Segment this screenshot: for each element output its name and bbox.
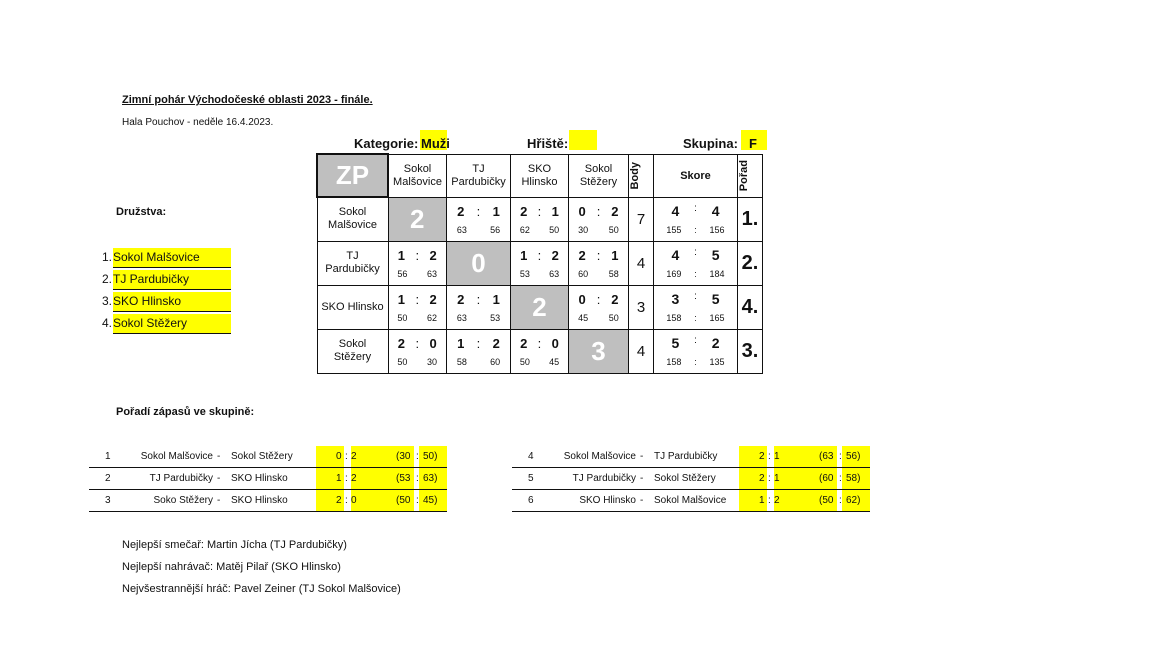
match-home: SKO Hlinsko: [579, 495, 636, 506]
sets-away: 2: [611, 203, 619, 219]
sets-away: 2: [429, 247, 437, 263]
skore-cell: 4 : 5 169 : 184: [654, 241, 738, 285]
match-home: Sokol Malšovice: [563, 451, 636, 462]
poradi-cell: 1.: [738, 197, 763, 241]
skupina-label: Skupina:: [683, 136, 738, 151]
match-row: 6 SKO Hlinsko - Sokol Malšovice 1 : 2 (50 : 62): [512, 490, 870, 512]
team-list-item: [102, 250, 200, 264]
match-number: 5: [528, 473, 534, 484]
match-cell: 2 : 1 62 50: [511, 197, 569, 241]
match-sets-home: 0: [336, 451, 342, 462]
match-sets-away: 0: [351, 495, 357, 506]
points-home: 62: [519, 224, 530, 235]
sets-away: 1: [492, 291, 500, 307]
match-cell: 2 : 0 50 45: [511, 329, 569, 373]
match-sets-away: 2: [351, 451, 357, 462]
col-header-poradi: Pořad: [738, 154, 763, 197]
points-home: 63: [456, 224, 467, 235]
team-name: Sokol Malšovice: [113, 248, 231, 268]
body-cell: 3: [629, 285, 654, 329]
match-points-home: (50: [396, 495, 411, 506]
sets-away: 1: [492, 203, 500, 219]
kategorie-label: Kategorie:: [354, 136, 419, 151]
hriste-highlight: [569, 130, 597, 150]
sets-home: 1: [397, 247, 405, 263]
sets-home: 1: [457, 335, 465, 351]
award-line: Nejvšestrannější hráč: Pavel Zeiner (TJ Sokol Malšovice): [122, 583, 401, 595]
team-name: Sokol Stěžery: [113, 314, 231, 334]
body-cell: 7: [629, 197, 654, 241]
match-points-away: 63): [423, 473, 438, 484]
poradi-cell: 2.: [738, 241, 763, 285]
match-points-away: 50): [423, 451, 438, 462]
match-number: 3: [105, 495, 111, 506]
grid-row: [317, 241, 763, 285]
match-points-away: 58): [846, 473, 861, 484]
match-cell: 2 : 0 50 30: [388, 329, 447, 373]
match-cell: 1 : 2 58 60: [447, 329, 511, 373]
points-away: 63: [549, 268, 560, 279]
grid-row: [317, 285, 763, 329]
match-points-away: 56): [846, 451, 861, 462]
award-line: Nejlepší smečař: Martin Jícha (TJ Pardubičky): [122, 539, 347, 551]
row-team-name: TJ Pardubičky: [317, 241, 388, 285]
team-number: 1.: [102, 250, 113, 264]
points-away: 30: [427, 356, 438, 367]
match-away: SKO Hlinsko: [231, 495, 288, 506]
points-away: 63: [427, 268, 438, 279]
grid-row: [317, 197, 763, 241]
col-header-skore: Skore: [654, 154, 738, 197]
match-row: 5 TJ Pardubičky - Sokol Stěžery 2 : 1 (60 : 58): [512, 468, 870, 490]
points-home: 58: [456, 356, 467, 367]
match-cell: 0 : 2 30 50: [569, 197, 629, 241]
points-home: 45: [578, 312, 589, 323]
team-number: 2.: [102, 272, 113, 286]
poradi-cell: 4.: [738, 285, 763, 329]
match-sets-home: 1: [759, 495, 765, 506]
skupina-value: F: [749, 136, 757, 151]
points-home: 56: [397, 268, 408, 279]
col-header-team-2: TJ Pardubičky: [447, 154, 511, 197]
match-points-home: (60: [819, 473, 834, 484]
match-points-away: 45): [423, 495, 438, 506]
diagonal-cell: 3: [569, 329, 629, 373]
match-row: 2 TJ Pardubičky - SKO Hlinsko 1 : 2 (53 : 63): [89, 468, 447, 490]
match-away: Sokol Malšovice: [654, 495, 727, 506]
points-away: 45: [549, 356, 560, 367]
diagonal-cell: 2: [388, 197, 447, 241]
match-cell: 1 : 2 53 63: [511, 241, 569, 285]
points-away: 53: [490, 312, 501, 323]
sets-home: 0: [578, 203, 586, 219]
match-points-home: (63: [819, 451, 834, 462]
match-number: 6: [528, 495, 534, 506]
sets-away: 0: [429, 335, 437, 351]
sets-home: 1: [397, 291, 405, 307]
document-subtitle: Hala Pouchov - neděle 16.4.2023.: [122, 117, 274, 128]
results-grid: [316, 153, 763, 374]
sets-away: 2: [551, 247, 559, 263]
match-points-home: (53: [396, 473, 411, 484]
match-home: TJ Pardubičky: [149, 473, 213, 484]
match-cell: 0 : 2 45 50: [569, 285, 629, 329]
match-points-home: (30: [396, 451, 411, 462]
points-home: 50: [519, 356, 530, 367]
team-list-item: [102, 294, 182, 308]
award-line: Nejlepší nahrávač: Matěj Pilař (SKO Hlinsko): [122, 561, 341, 573]
team-name: SKO Hlinsko: [113, 292, 231, 312]
match-away: TJ Pardubičky: [654, 451, 718, 462]
skore-cell: 4 : 4 155 : 156: [654, 197, 738, 241]
match-sets-away: 1: [774, 451, 780, 462]
row-team-name: SKO Hlinsko: [317, 285, 388, 329]
match-sets-home: 2: [336, 495, 342, 506]
diagonal-cell: 0: [447, 241, 511, 285]
team-list-item: [102, 272, 190, 286]
sets-home: 2: [397, 335, 405, 351]
points-home: 30: [578, 224, 589, 235]
match-row: 4 Sokol Malšovice - TJ Pardubičky 2 : 1 (63 : 56): [512, 446, 870, 468]
row-team-name: Sokol Malšovice: [317, 197, 388, 241]
match-cell: 1 : 2 56 63: [388, 241, 447, 285]
kategorie-value: Muži: [421, 136, 450, 151]
match-cell: 1 : 2 50 62: [388, 285, 447, 329]
points-away: 56: [490, 224, 501, 235]
match-home: TJ Pardubičky: [572, 473, 636, 484]
match-sets-home: 1: [336, 473, 342, 484]
points-away: 50: [608, 224, 619, 235]
points-away: 58: [608, 268, 619, 279]
sets-home: 2: [520, 203, 528, 219]
body-cell: 4: [629, 329, 654, 373]
sets-home: 2: [520, 335, 528, 351]
match-cell: 2 : 1 63 53: [447, 285, 511, 329]
match-cell: 2 : 1 60 58: [569, 241, 629, 285]
sets-away: 2: [429, 291, 437, 307]
points-home: 50: [397, 356, 408, 367]
team-number: 4.: [102, 316, 113, 330]
team-list-item: [102, 316, 188, 330]
match-row: 3 Soko Stěžery - SKO Hlinsko 2 : 0 (50 : 45): [89, 490, 447, 512]
sets-away: 1: [551, 203, 559, 219]
skore-cell: 3 : 5 158 : 165: [654, 285, 738, 329]
sets-home: 1: [520, 247, 528, 263]
match-row: 1 Sokol Malšovice - Sokol Stěžery 0 : 2 (30 : 50): [89, 446, 447, 468]
match-points-away: 62): [846, 495, 861, 506]
match-away: Sokol Stěžery: [654, 473, 716, 484]
match-away: SKO Hlinsko: [231, 473, 288, 484]
points-away: 50: [608, 312, 619, 323]
points-home: 63: [456, 312, 467, 323]
match-number: 2: [105, 473, 111, 484]
team-name: TJ Pardubičky: [113, 270, 231, 290]
col-header-team-1: Sokol Malšovice: [388, 154, 447, 197]
sets-away: 0: [551, 335, 559, 351]
sets-home: 2: [578, 247, 586, 263]
match-home: Sokol Malšovice: [140, 451, 213, 462]
grid-row: [317, 329, 763, 373]
team-number: 3.: [102, 294, 113, 308]
document-title: Zimní pohár Východočeské oblasti 2023 - finále.: [122, 94, 373, 106]
points-away: 50: [549, 224, 560, 235]
sets-home: 2: [457, 291, 465, 307]
points-home: 53: [519, 268, 530, 279]
col-header-body: Body: [629, 154, 654, 197]
row-team-name: Sokol Stěžery: [317, 329, 388, 373]
sets-away: 2: [492, 335, 500, 351]
match-home: Soko Stěžery: [153, 495, 213, 506]
hriste-label: Hřiště:: [527, 136, 569, 151]
match-sets-away: 1: [774, 473, 780, 484]
match-sets-away: 2: [774, 495, 780, 506]
zp-corner: ZP: [317, 154, 388, 197]
sets-home: 2: [457, 203, 465, 219]
match-sets-away: 2: [351, 473, 357, 484]
teams-label: Družstva:: [116, 206, 167, 218]
points-away: 62: [427, 312, 438, 323]
match-away: Sokol Stěžery: [231, 451, 293, 462]
match-number: 4: [528, 451, 534, 462]
sets-away: 2: [611, 291, 619, 307]
sets-home: 0: [578, 291, 586, 307]
match-sets-home: 2: [759, 473, 765, 484]
diagonal-cell: 2: [511, 285, 569, 329]
match-sets-home: 2: [759, 451, 765, 462]
match-cell: 2 : 1 63 56: [447, 197, 511, 241]
poradi-cell: 3.: [738, 329, 763, 373]
points-away: 60: [490, 356, 501, 367]
skore-cell: 5 : 2 158 : 135: [654, 329, 738, 373]
matches-label: Pořadí zápasů ve skupině:: [116, 406, 255, 418]
col-header-team-3: SKO Hlinsko: [511, 154, 569, 197]
points-home: 60: [578, 268, 589, 279]
sets-away: 1: [611, 247, 619, 263]
col-header-team-4: Sokol Stěžery: [569, 154, 629, 197]
match-number: 1: [105, 451, 111, 462]
body-cell: 4: [629, 241, 654, 285]
match-points-home: (50: [819, 495, 834, 506]
points-home: 50: [397, 312, 408, 323]
